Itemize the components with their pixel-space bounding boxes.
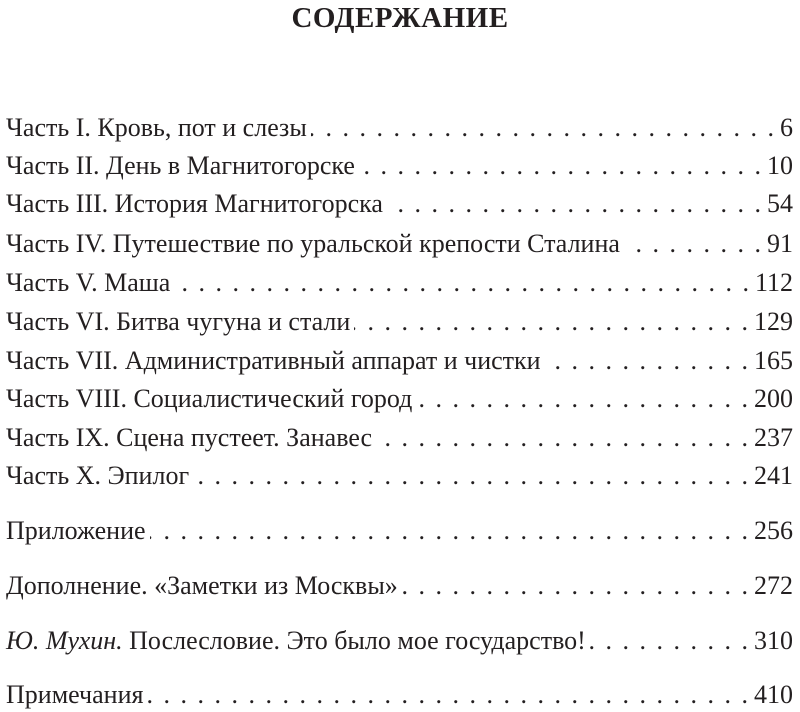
entry-title: Часть VI. Битва чугуна и стали (6, 307, 351, 336)
toc-entry[interactable] (6, 678, 793, 712)
entry-page-number: 165 (754, 346, 793, 375)
toc-entry[interactable] (6, 305, 793, 339)
entry-page-number: 54 (767, 189, 793, 218)
dot-leader (150, 514, 750, 548)
entry-title-line (6, 624, 586, 658)
entry-title: Часть II. День в Магнитогорске (6, 151, 355, 180)
entry-title: Приложение (6, 516, 146, 545)
toc-entry[interactable] (6, 624, 793, 658)
dot-leader (376, 421, 750, 455)
entry-page-number: 112 (754, 268, 793, 297)
dot-leader (193, 459, 750, 493)
toc-entry[interactable] (6, 569, 793, 603)
dot-leader (359, 149, 763, 183)
toc-entry[interactable] (6, 421, 793, 455)
entry-page-number: 310 (754, 626, 793, 655)
dot-leader (624, 227, 763, 261)
entry-title: Примечания (6, 680, 144, 709)
toc-entry[interactable] (6, 344, 793, 378)
entry-page-number: 272 (754, 571, 793, 600)
toc-entry[interactable] (6, 227, 793, 261)
toc-entry[interactable] (6, 149, 793, 183)
dot-leader (387, 187, 763, 221)
entry-title: Часть I. Кровь, пот и слезы (6, 113, 307, 142)
entry-title: Часть VII. Административный аппарат и чистки (6, 346, 541, 375)
toc-entry[interactable] (6, 187, 793, 221)
entry-title: Часть VIII. Социалистический город (6, 384, 413, 413)
entry-page-number: 129 (754, 307, 793, 336)
entry-page-number: 256 (754, 516, 793, 545)
toc-entry[interactable] (6, 382, 793, 416)
entry-page-number: 10 (767, 151, 793, 180)
entry-author: Ю. Мухин. (6, 626, 123, 655)
entry-page-number: 241 (754, 461, 793, 490)
toc-title: СОДЕРЖАНИЕ (291, 2, 509, 34)
dot-leader (311, 111, 776, 145)
toc-entry[interactable] (6, 111, 793, 145)
entry-title: Часть X. Эпилог (6, 461, 190, 490)
dot-leader (590, 624, 750, 658)
entry-title: Часть III. История Магнитогорска (6, 189, 383, 218)
entry-title: Часть IV. Путешествие по уральской крепости Сталина (6, 229, 620, 258)
dot-leader (174, 266, 751, 300)
dot-leader (545, 344, 750, 378)
dot-leader (416, 382, 750, 416)
entry-page-number: 200 (754, 384, 793, 413)
entry-title: Дополнение. «Заметки из Москвы» (6, 571, 398, 600)
entry-page-number: 6 (780, 113, 793, 142)
dot-leader (354, 305, 750, 339)
dot-leader (147, 678, 750, 712)
entry-page-number: 410 (754, 680, 793, 709)
entry-title: Часть V. Маша (6, 268, 171, 297)
toc-entry[interactable] (6, 266, 793, 300)
dot-leader (402, 569, 750, 603)
toc-entry[interactable] (6, 514, 793, 548)
entry-title: Послесловие. Это было мое государство! (129, 626, 586, 655)
entry-title: Часть IX. Сцена пустеет. Занавес (6, 423, 373, 452)
entry-page-number: 237 (754, 423, 793, 452)
entry-page-number: 91 (767, 229, 793, 258)
toc-entry[interactable] (6, 459, 793, 493)
